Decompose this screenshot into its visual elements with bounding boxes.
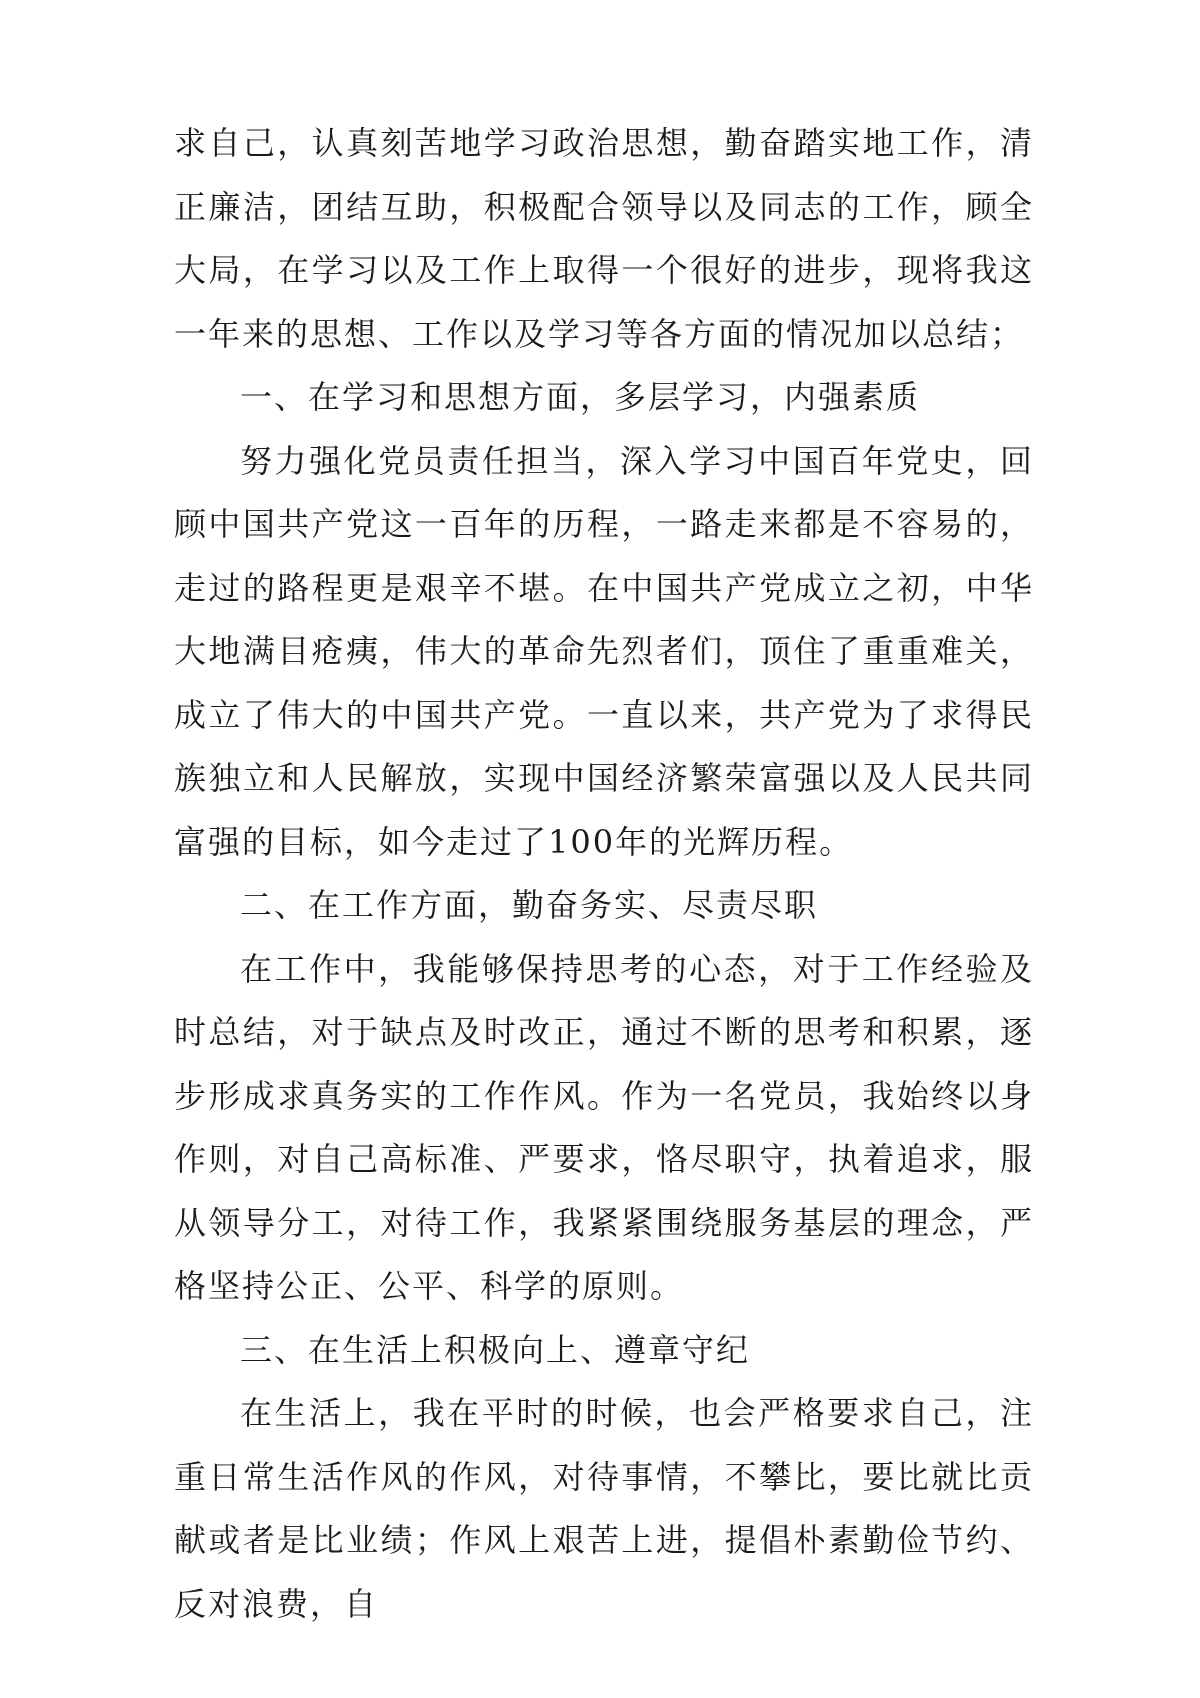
paragraph-life: 在生活上，我在平时的时候，也会严格要求自己，注重日常生活作风的作风，对待事情，不攀比，要比就比贡献或者是比业绩；作风上艰苦上进，提倡朴素勤俭节约、反对浪费，自 (174, 1394, 1034, 1623)
paragraph-continuation: 求自己，认真刻苦地学习政治思想，勤奋踏实地工作，清正廉洁，团结互助，积极配合领导以及同志的工作，顾全大局，在学习以及工作上取得一个很好的进步，现将我这一年来的思想、工作以及学习等各方面的情况加以总结； (174, 124, 1034, 353)
section-heading-study: 一、在学习和思想方面，多层学习，内强素质 (240, 378, 921, 416)
paragraph-study: 努力强化党员责任担当，深入学习中国百年党史，回顾中国共产党这一百年的历程，一路走来都是不容易的，走过的路程更是艰辛不堪。在中国共产党成立之初，中华大地满目疮痍，伟大的革命先烈者们，顶住了重重难关，成立了伟大的中国共产党。一直以来，共产党为了求得民族独立和人民解放，实现中国经济繁荣富强以及人民共同富强的目标，如今走过了100年的光辉历程。 (174, 441, 1034, 861)
section-heading-work: 二、在工作方面，勤奋务实、尽责尽职 (240, 886, 819, 924)
paragraph-work: 在工作中，我能够保持思考的心态，对于工作经验及时总结，对于缺点及时改正，通过不断的思考和积累，逐步形成求真务实的工作作风。作为一名党员，我始终以身作则，对自己高标准、严要求，恪尽职守，执着追求，服从领导分工，对待工作，我紧紧围绕服务基层的理念，严格坚持公正、公平、科学的原则。 (174, 949, 1034, 1305)
document-body (174, 112, 1034, 1636)
section-heading-life: 三、在生活上积极向上、遵章守纪 (240, 1330, 751, 1369)
